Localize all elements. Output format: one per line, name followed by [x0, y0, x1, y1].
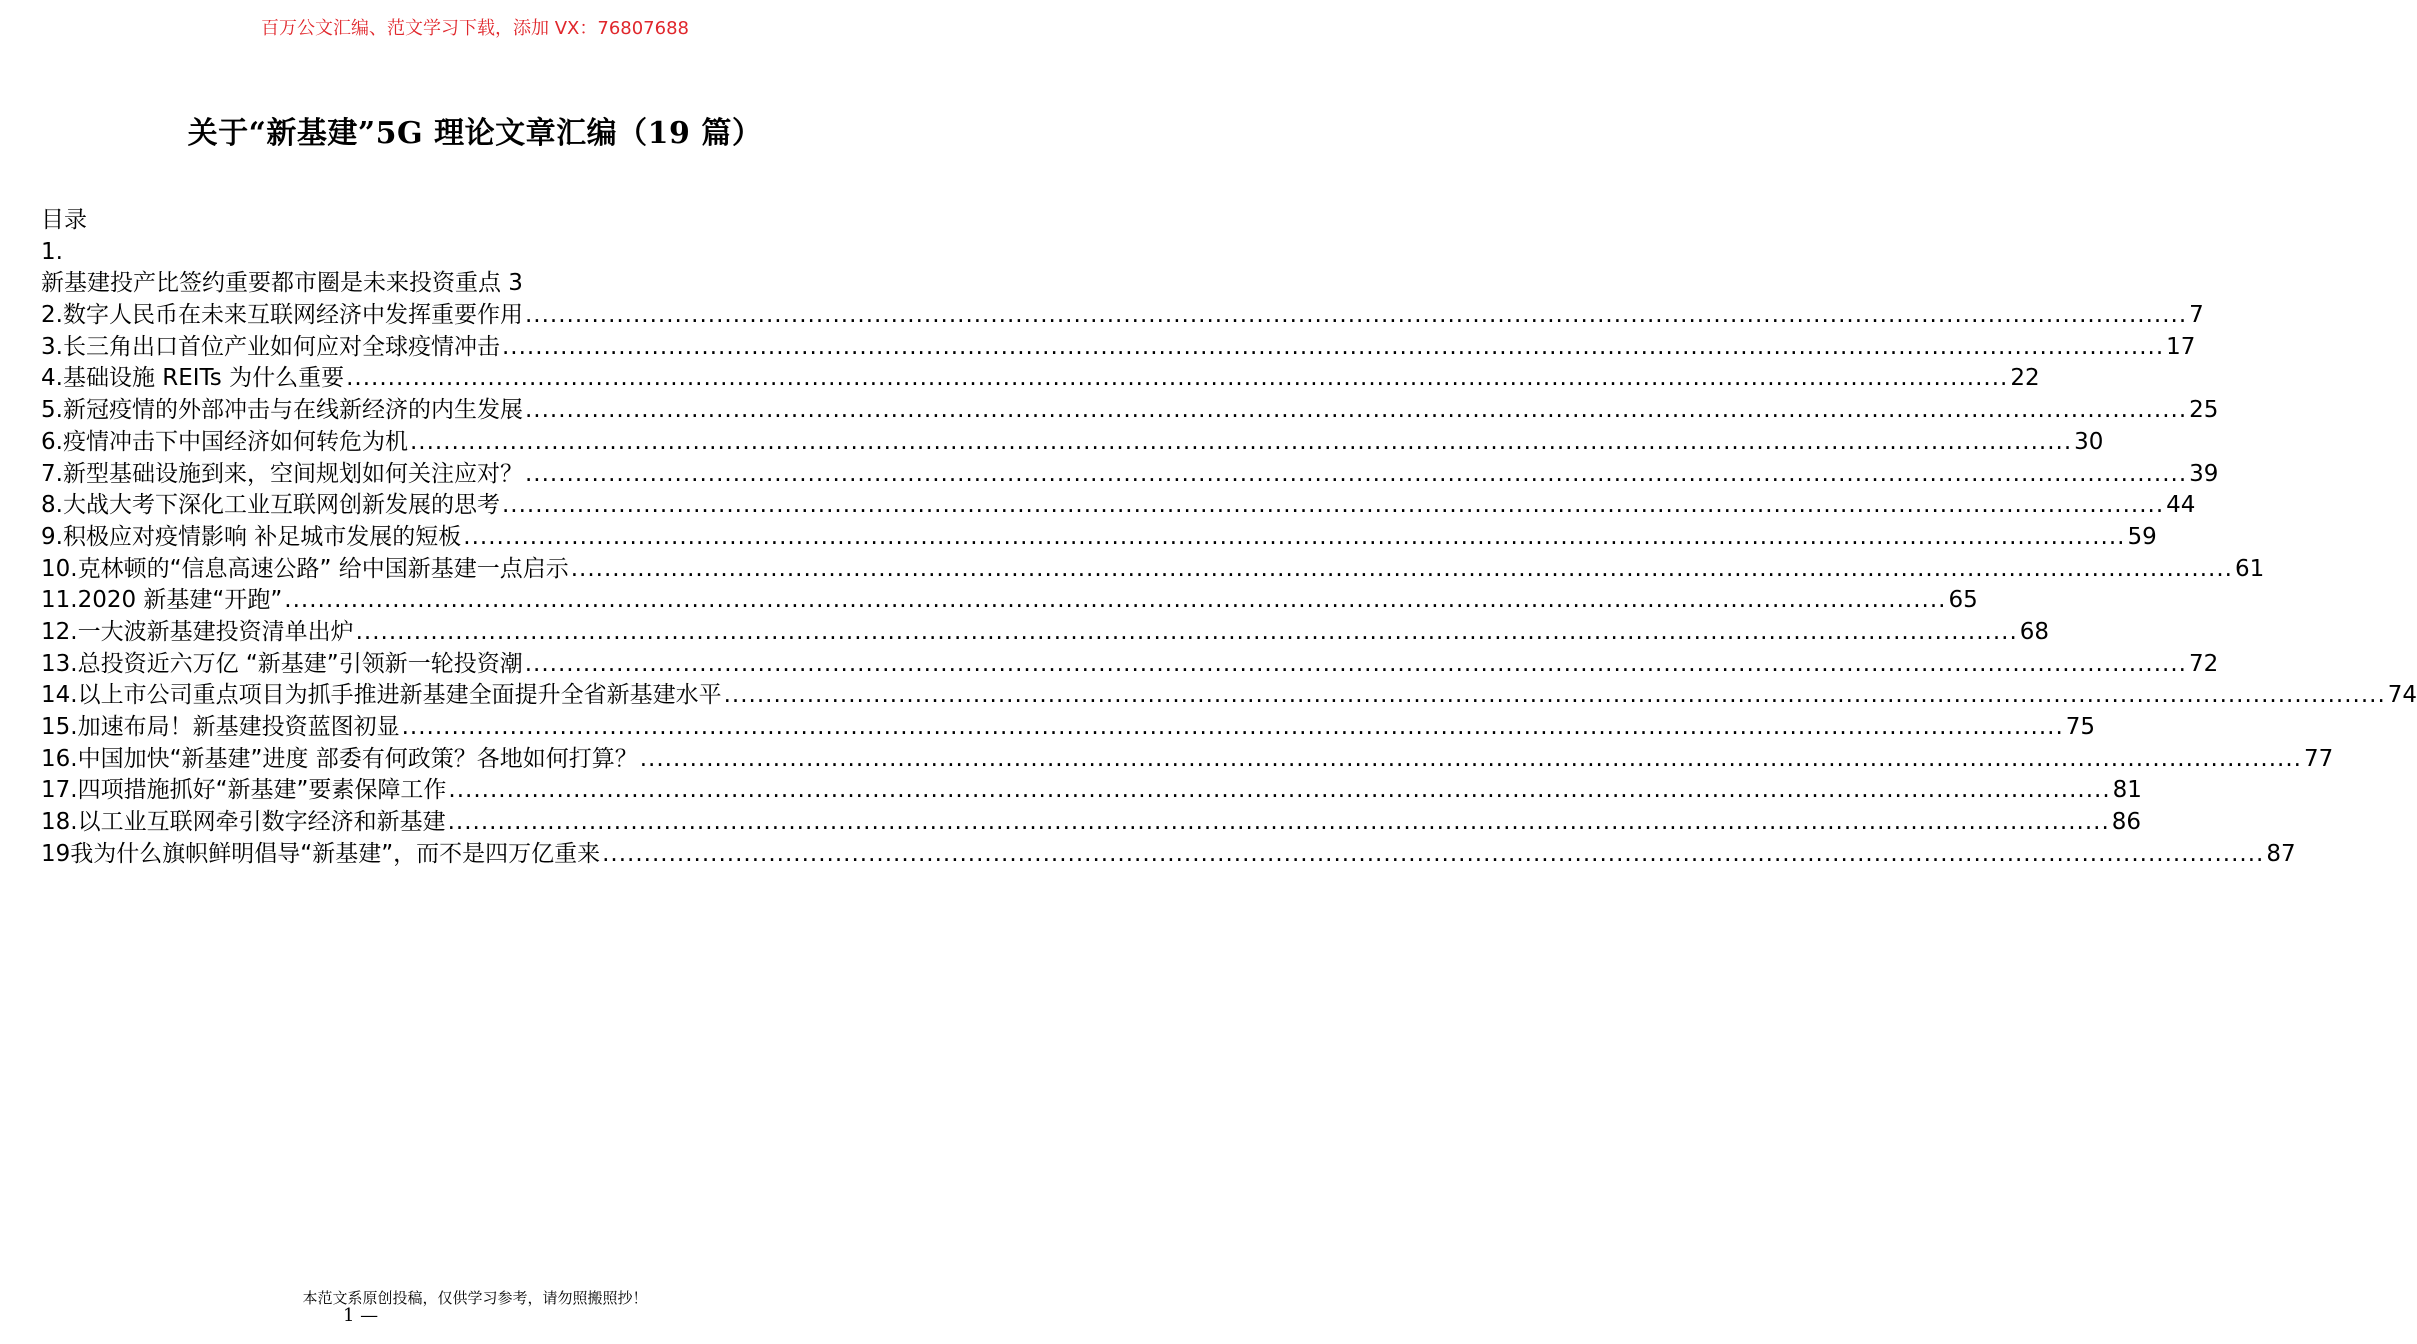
toc-entry[interactable] — [41, 490, 2196, 522]
toc-entry[interactable] — [41, 617, 2050, 649]
toc-entry-title: 四项措施抓好“新基建”要素保障工作 — [77, 777, 447, 804]
toc-entry[interactable] — [41, 839, 2296, 871]
toc-entry-page: 17 — [2166, 333, 2196, 360]
toc-entry[interactable] — [41, 744, 2334, 776]
toc-dot-leader: ........................................................................................................................................................................................................ — [602, 840, 2265, 867]
toc-entry-page: 65 — [1948, 587, 1978, 614]
toc-dot-leader: ........................................................................................................................................................................................................ — [447, 809, 2110, 836]
toc-entry-title: 总投资近六万亿 “新基建”引领新一轮投资潮 — [77, 650, 523, 677]
toc-entry-title: 克林顿的“信息高速公路” 给中国新基建一点启示 — [77, 555, 569, 582]
toc-entry[interactable] — [41, 395, 2219, 427]
toc-entry-page: 75 — [2065, 714, 2096, 741]
toc-entry-page: 25 — [2189, 397, 2219, 424]
toc-entry-number: 17. — [41, 777, 78, 804]
toc-dot-leader: ........................................................................................................................................................................................................ — [501, 492, 2165, 519]
toc-entry-title: 数字人民币在未来互联网经济中发挥重要作用 — [62, 302, 523, 329]
toc-dot-leader: ........................................................................................................................................................................................................ — [448, 777, 2111, 804]
toc-dot-leader: ........................................................................................................................................................................................................ — [524, 460, 2188, 487]
toc-dot-leader: ........................................................................................................................................................................................................ — [409, 428, 2073, 455]
toc-entry[interactable] — [41, 807, 2142, 839]
toc-entry-number: 7. — [41, 460, 63, 487]
toc-entry-number: 11. — [41, 587, 78, 614]
toc-entry-number: 16. — [41, 745, 78, 772]
toc-dot-leader: ........................................................................................................................................................................................................ — [346, 365, 2009, 392]
toc-entry-page: 86 — [2111, 809, 2142, 836]
toc-dot-leader: ........................................................................................................................................................................................................ — [501, 333, 2165, 360]
toc-entry-title: 疫情冲击下中国经济如何转危为机 — [62, 428, 408, 455]
toc-entry-number: 12. — [41, 618, 78, 645]
toc-dot-leader: ........................................................................................................................................................................................................ — [723, 682, 2386, 709]
toc-entry[interactable] — [41, 775, 2142, 807]
toc-dot-leader: ........................................................................................................................................................................................................ — [524, 650, 2187, 677]
toc-entry-number: 9. — [41, 523, 63, 550]
toc-entry-title: 长三角出口首位产业如何应对全球疫情冲击 — [62, 333, 500, 360]
toc-entry-page: 68 — [2019, 618, 2050, 645]
toc-entry-number: 8. — [41, 492, 63, 519]
toc-entry-number: 6. — [41, 428, 63, 455]
toc-entry-number: 5. — [41, 397, 63, 424]
toc-entry[interactable] — [41, 712, 2096, 744]
toc-entry-title: 加速布局！新基建投资蓝图初显 — [77, 714, 400, 741]
toc-entry-title: 以上市公司重点项目为抓手推进新基建全面提升全省新基建水平 — [77, 682, 722, 709]
toc-entry-number: 18. — [41, 809, 78, 836]
toc-entry-title: 基础设施 REITs 为什么重要 — [62, 365, 345, 392]
toc-entry-list — [41, 300, 2417, 870]
toc-entry[interactable] — [41, 427, 2104, 459]
toc-dot-leader: ........................................................................................................................................................................................................ — [463, 523, 2126, 550]
toc-entry-page: 7 — [2189, 302, 2204, 329]
toc-entry-page: 74 — [2387, 682, 2417, 709]
toc-entry-number: 2. — [41, 302, 63, 329]
toc-entry-page: 59 — [2127, 523, 2157, 550]
toc-entry-number: 14. — [41, 682, 78, 709]
toc-entry-page: 81 — [2112, 777, 2142, 804]
toc-entry-1-text: 新基建投产比签约重要都市圈是未来投资重点 3 — [41, 270, 523, 297]
toc-entry[interactable] — [41, 300, 2204, 332]
page-number: 1 — — [343, 1305, 379, 1326]
table-of-contents — [41, 205, 2417, 870]
toc-entry[interactable] — [41, 459, 2219, 491]
toc-entry[interactable] — [41, 585, 1978, 617]
toc-entry-number: 19 — [41, 840, 71, 867]
toc-entry-title: 2020 新基建“开跑” — [77, 587, 283, 614]
toc-entry-1-number: 1. — [41, 238, 63, 265]
toc-dot-leader: ........................................................................................................................................................................................................ — [355, 618, 2018, 645]
toc-entry-page: 39 — [2189, 460, 2219, 487]
toc-entry[interactable] — [41, 363, 2040, 395]
toc-entry-title: 我为什么旗帜鲜明倡导“新基建”，而不是四万亿重来 — [70, 840, 601, 867]
toc-entry-title: 新型基础设施到来，空间规划如何关注应对？ — [62, 460, 523, 487]
toc-entry-number: 15. — [41, 714, 78, 741]
toc-entry-number: 4. — [41, 365, 63, 392]
toc-heading: 目录 — [41, 207, 87, 233]
toc-dot-leader: ........................................................................................................................................................................................................ — [284, 587, 1947, 614]
toc-entry-title: 中国加快“新基建”进度 部委有何政策？各地如何打算？ — [77, 745, 638, 772]
toc-entry[interactable] — [41, 649, 2219, 681]
toc-dot-leader: ........................................................................................................................................................................................................ — [639, 745, 2302, 772]
toc-entry[interactable] — [41, 332, 2196, 364]
toc-entry-title: 一大波新基建投资清单出炉 — [77, 618, 354, 645]
toc-entry[interactable] — [41, 554, 2265, 586]
toc-entry-page: 61 — [2234, 555, 2265, 582]
toc-dot-leader: ........................................................................................................................................................................................................ — [524, 397, 2188, 424]
toc-entry-page: 87 — [2266, 840, 2296, 867]
toc-dot-leader: ........................................................................................................................................................................................................ — [401, 714, 2064, 741]
toc-entry-title: 积极应对疫情影响 补足城市发展的短板 — [62, 523, 462, 550]
toc-dot-leader: ........................................................................................................................................................................................................ — [524, 302, 2188, 329]
toc-entry-title: 以工业互联网牵引数字经济和新基建 — [77, 809, 446, 836]
toc-entry-title: 大战大考下深化工业互联网创新发展的思考 — [62, 492, 500, 519]
header-banner: 百万公文汇编、范文学习下载，添加 VX：76807688 — [261, 18, 689, 39]
toc-entry-number: 3. — [41, 333, 63, 360]
toc-entry-number: 13. — [41, 650, 78, 677]
toc-entry-page: 44 — [2166, 492, 2196, 519]
toc-entry-title: 新冠疫情的外部冲击与在线新经济的内生发展 — [62, 397, 523, 424]
toc-entry-page: 77 — [2303, 745, 2334, 772]
toc-entry-page: 30 — [2074, 428, 2104, 455]
toc-entry-number: 10. — [41, 555, 78, 582]
toc-entry-page: 72 — [2188, 650, 2219, 677]
toc-entry[interactable] — [41, 680, 2417, 712]
toc-entry-page: 22 — [2010, 365, 2040, 392]
footer-note: 本范文系原创投稿，仅供学习参考，请勿照搬照抄！ — [302, 1289, 648, 1307]
toc-dot-leader: ........................................................................................................................................................................................................ — [570, 555, 2233, 582]
toc-entry[interactable] — [41, 522, 2157, 554]
document-title: 关于“新基建”5G 理论文章汇编（19 篇） — [187, 116, 763, 151]
